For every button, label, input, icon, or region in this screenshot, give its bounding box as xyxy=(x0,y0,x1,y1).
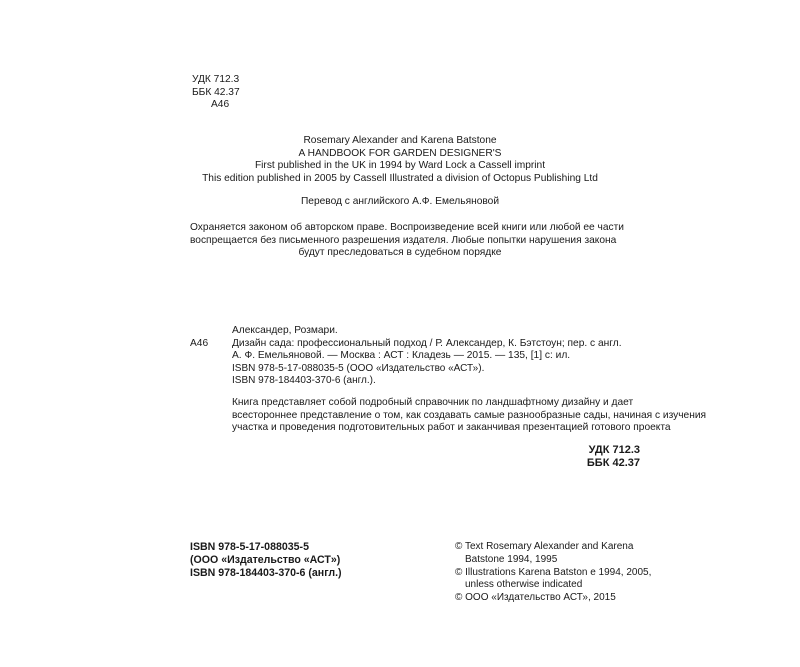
credit-line: A HANDBOOK FOR GARDEN DESIGNER'S xyxy=(298,147,502,159)
copyright-text-cont: Batstone 1994, 1995 xyxy=(465,553,558,565)
copyright-block xyxy=(455,541,651,605)
copyright-illustrations: © Illustrations Karena Batston e 1994, 2005, xyxy=(455,566,652,578)
catalog-title-line: Дизайн сада: профессиональный подход / Р. Александер, К. Бэтстоун; пер. с англ. xyxy=(232,337,622,349)
notice-line: Охраняется законом об авторском праве. Воспроизведение всей книги или любой ее части xyxy=(190,222,624,233)
notice-line: воспрещается без письменного разрешения издателя. Любые попытки нарушения закона xyxy=(190,234,617,246)
catalog-author-mark: А46 xyxy=(190,337,209,349)
isbn-line: ISBN 978-184403-370-6 (англ.) xyxy=(190,567,342,580)
author-mark: А46 xyxy=(211,99,230,111)
catalog-title-row xyxy=(190,338,640,351)
catalog-entry xyxy=(190,325,640,388)
original-edition-credits xyxy=(200,135,600,185)
bbk-code: ББК 42.37 xyxy=(192,86,240,98)
copyright-text: © Text Rosemary Alexander and Karena xyxy=(455,541,634,552)
catalog-imprint-line: А. Ф. Емельяновой. — Москва : АСТ : Кладезь — 2015. — 135, [1] с: ил. xyxy=(232,350,571,362)
annotation-line: всестороннее представление о том, как создавать самые разнообразные сады, начиная с изучения xyxy=(232,409,707,421)
copyright-notice xyxy=(190,222,624,260)
annotation xyxy=(232,397,707,435)
isbn-block xyxy=(190,541,342,581)
credit-line: Rosemary Alexander and Karena Batstone xyxy=(303,135,497,146)
annotation-line: участка и проведения подготовительных работ и заканчивая презентацией готового проекта xyxy=(232,422,671,434)
copyright-illustrations-cont: unless otherwise indicated xyxy=(465,579,583,591)
udk-code: УДК 712.3 xyxy=(588,444,640,456)
credit-line: This edition published in 2005 by Cassell Illustrated a division of Octopus Publishing Ltd xyxy=(202,172,598,184)
catalog-author: Александер, Розмари. xyxy=(232,325,338,336)
catalog-isbn: ISBN 978-184403-370-6 (англ.). xyxy=(232,375,376,387)
translator-line: Перевод с английского А.Ф. Емельяновой xyxy=(300,196,500,207)
translator-credit xyxy=(200,196,600,209)
udk-bbk-header xyxy=(192,74,240,112)
bbk-code: ББК 42.37 xyxy=(586,457,640,469)
udk-code: УДК 712.3 xyxy=(192,74,240,85)
annotation-line: Книга представляет собой подробный справочник по ландшафтному дизайну и дает xyxy=(232,397,634,408)
udk-bbk-footer xyxy=(587,444,640,470)
catalog-isbn: ISBN 978-5-17-088035-5 (ООО «Издательство «АСТ»). xyxy=(232,362,485,374)
isbn-line: ISBN 978-5-17-088035-5 xyxy=(190,541,309,553)
copyright-publisher: © ООО «Издательство АСТ», 2015 xyxy=(455,592,616,604)
isbn-publisher: (ООО «Издательство «АСТ») xyxy=(190,554,341,567)
notice-line: будут преследоваться в судебном порядке xyxy=(298,247,502,259)
credit-line: First published in the UK in 1994 by Ward Lock a Cassell imprint xyxy=(254,160,546,172)
